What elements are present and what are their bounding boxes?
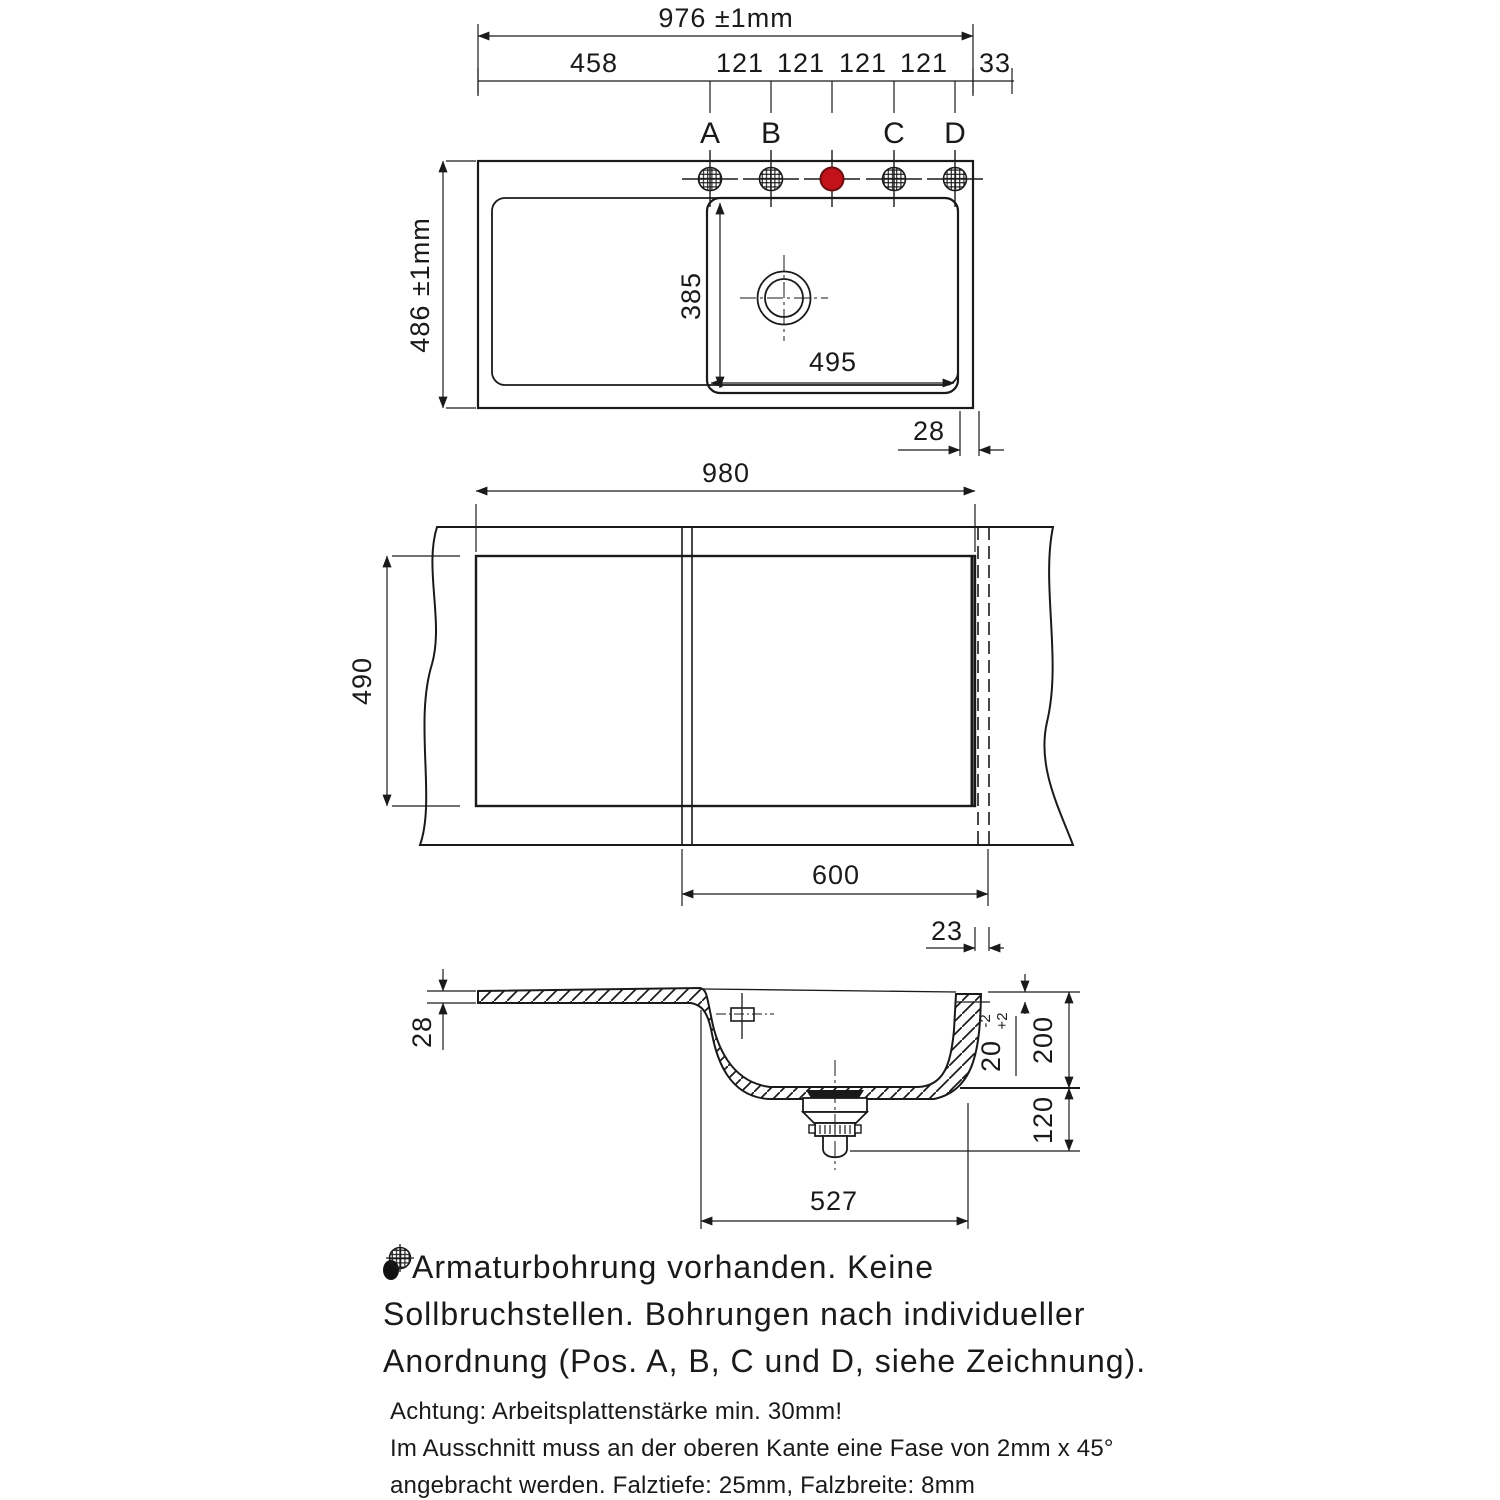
dim-edge-offset-label: 28: [912, 416, 946, 446]
seg-label-458: 458: [569, 48, 619, 78]
main-note-line1-text: Armaturbohrung vorhanden. Keine: [412, 1249, 934, 1285]
fine-note-line2: Im Ausschnitt muss an der oberen Kante eine Fase von 2mm x 45°: [390, 1435, 1114, 1462]
dim-bowl-base-label: 527: [809, 1186, 859, 1216]
dim-depth-label: 200: [1028, 1015, 1058, 1065]
drain-assembly: [803, 1060, 867, 1170]
main-note: [383, 1244, 1243, 1385]
drain-nub-right: [855, 1125, 861, 1133]
seg-label-121b: 121: [776, 48, 826, 78]
dim-thickness-label: 28: [407, 1015, 437, 1049]
dim-bowl-width-label: 495: [808, 347, 858, 377]
dim-cabinet-width-label: 600: [811, 860, 861, 890]
main-note-line3: [383, 1338, 1243, 1385]
fine-note-line1: Achtung: Arbeitsplattenstärke min. 30mm!: [390, 1398, 843, 1425]
hole-d-icon: [944, 168, 967, 191]
dim-total-label: 976 ±1mm: [658, 3, 794, 33]
crosshatched-hole-icon: [386, 1244, 414, 1272]
main-note-line3-pre: Anordnung (: [383, 1343, 571, 1379]
fine-print-note: [390, 1393, 1290, 1500]
hole-a-icon: [699, 168, 722, 191]
main-note-line2: Sollbruchstellen. Bohrungen nach individueller: [383, 1296, 1086, 1332]
main-note-line1: [383, 1244, 1243, 1291]
dim-rim-tol-minus: -2: [977, 1014, 994, 1028]
dim-height-label: 486 ±1mm: [405, 217, 435, 353]
dim-rim-label: 20: [976, 1039, 1006, 1073]
cutout-rect: [476, 556, 975, 806]
sink-shell-section: [478, 988, 981, 1099]
section-view: [407, 969, 1080, 1229]
seg-label-121c: 121: [838, 48, 888, 78]
drainboard-outline: [492, 198, 958, 385]
hole-label-b: B: [760, 117, 782, 150]
cutout-view: [347, 458, 1073, 951]
seg-label-33: 33: [978, 48, 1012, 78]
main-note-line3-post: Pos. A, B, C und D, siehe Zeichnung).: [570, 1343, 1147, 1379]
hole-label-d: D: [944, 117, 966, 150]
hole-label-a: A: [699, 117, 721, 150]
seg-label-121d: 121: [899, 48, 949, 78]
pre-drilled-faucet-hole-icon: [821, 168, 844, 191]
fine-note-line3: angebracht werden. Falztiefe: 25mm, Falzbreite: 8mm: [390, 1472, 976, 1499]
drain-nub-left: [809, 1125, 815, 1133]
faucet-drilling-symbol: [716, 993, 774, 1039]
dim-rear-offset-label: 23: [930, 916, 964, 946]
dim-drain-height-label: 120: [1028, 1095, 1058, 1145]
dim-cutout-height-label: 490: [347, 656, 377, 706]
rear-rim-edge: [703, 989, 956, 992]
dim-rim-tol-plus: +2: [994, 1012, 1011, 1030]
seg-label-121a: 121: [715, 48, 765, 78]
hole-label-c: C: [883, 117, 905, 150]
hole-c-icon: [883, 168, 906, 191]
top-view: [405, 3, 1014, 456]
hole-b-icon: [760, 168, 783, 191]
dim-bowl-height-label: 385: [676, 271, 706, 321]
dim-cutout-width-label: 980: [701, 458, 751, 488]
